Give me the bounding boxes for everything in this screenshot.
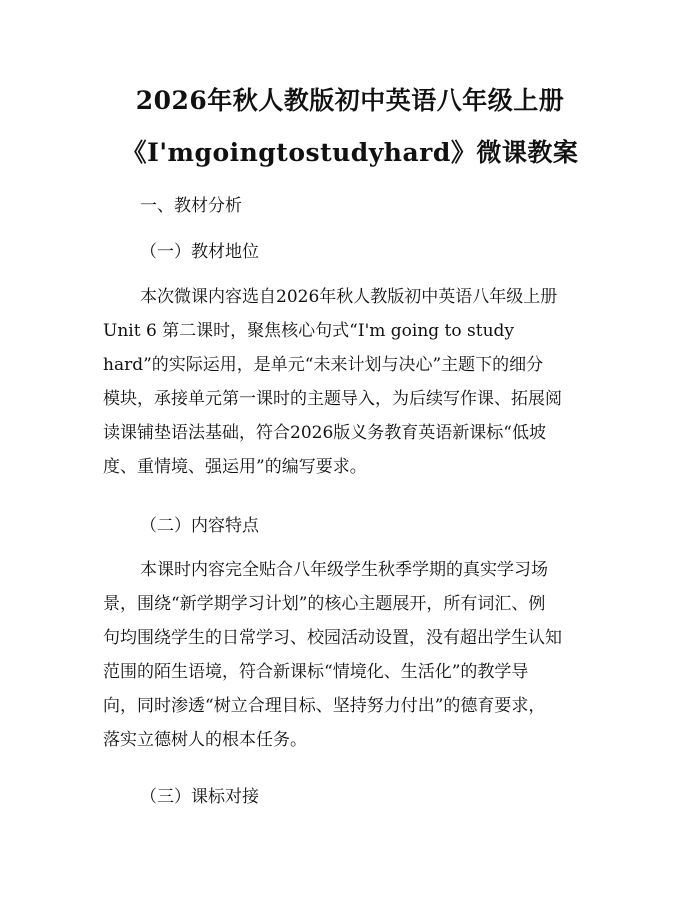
paragraph-line: 范围的陌生语境，符合新课标“情境化、生活化”的教学导 — [103, 662, 529, 682]
paragraph-line: 句均围绕学生的日常学习、校园活动设置，没有超出学生认知 — [103, 628, 562, 648]
paragraph-line: 读课铺垫语法基础，符合2026版义务教育英语新课标“低坡 — [103, 423, 546, 443]
paragraph-line: 度、重情境、强运用”的编写要求。 — [103, 457, 367, 477]
document-title-line-2: 《I'mgoingtostudyhard》微课教案 — [121, 138, 579, 167]
paragraph-content-features — [103, 553, 603, 757]
subsection-heading-curriculum-alignment: （三）课标对接 — [140, 787, 259, 807]
paragraph-line: 向，同时渗透“树立合理目标、坚持努力付出”的德育要求， — [103, 696, 546, 716]
paragraph-line: 本课时内容完全贴合八年级学生秋季学期的真实学习场 — [140, 560, 548, 580]
paragraph-line: 本次微课内容选自2026年秋人教版初中英语八年级上册 — [140, 287, 558, 307]
paragraph-line: 模块，承接单元第一课时的主题导入，为后续写作课、拓展阅 — [103, 389, 562, 409]
paragraph-textbook-position — [103, 280, 603, 484]
paragraph-line: 景，围绕“新学期学习计划”的核心主题展开，所有词汇、例 — [103, 594, 546, 614]
paragraph-line: 落实立德树人的根本任务。 — [103, 730, 307, 750]
subsection-heading-content-features: （二）内容特点 — [140, 516, 259, 536]
section-heading-textbook-analysis: 一、教材分析 — [140, 196, 242, 216]
paragraph-line: hard”的实际运用，是单元“未来计划与决心”主题下的细分 — [103, 355, 544, 375]
subsection-heading-textbook-position: （一）教材地位 — [140, 242, 259, 262]
paragraph-line: Unit 6 第二课时，聚焦核心句式“I'm going to study — [103, 321, 515, 341]
document-title-line-1: 2026年秋人教版初中英语八年级上册 — [135, 86, 565, 115]
